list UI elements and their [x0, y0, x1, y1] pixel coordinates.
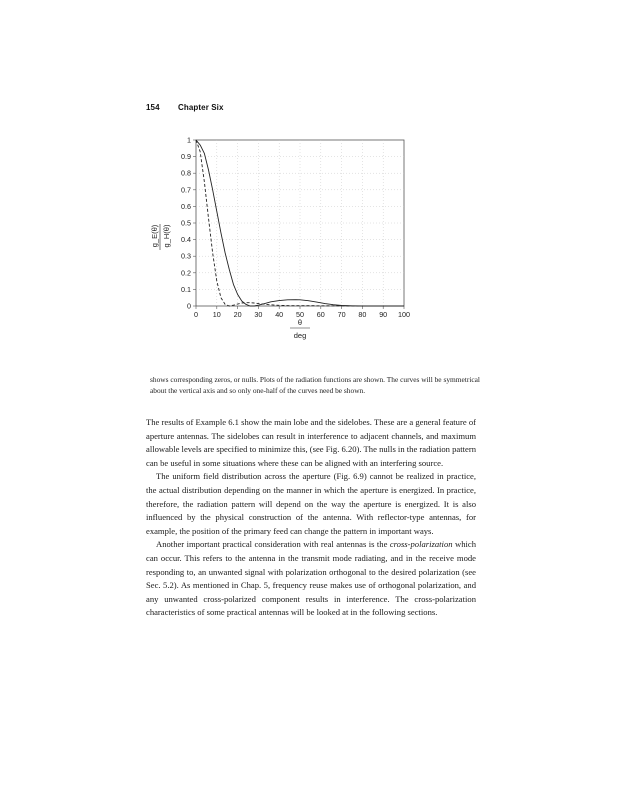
y-tick-label: 0.4	[181, 235, 191, 245]
running-header	[146, 103, 224, 112]
y-label-top: g_E(θ)	[150, 224, 159, 248]
y-tick-label: 0.7	[181, 185, 191, 195]
x-tick-label: 50	[296, 310, 304, 319]
page-number: 154	[146, 103, 160, 112]
x-label-bottom: deg	[293, 331, 307, 340]
y-tick-label: 0.8	[181, 168, 191, 178]
paragraph	[146, 538, 476, 620]
paragraph-text: Another important practical consideration with real antennas is the	[156, 539, 390, 550]
x-axis-label	[290, 318, 310, 340]
radiation-pattern-chart	[140, 128, 440, 348]
x-tick-label: 10	[212, 310, 221, 319]
x-tick-label: 20	[233, 310, 242, 319]
y-tick-label: 0.5	[181, 218, 191, 228]
figure-caption: shows corresponding zeros, or nulls. Plots of the radiation functions are shown. The curves will be symmetrical about the vertical axis and so only one-half of the curves need be shown.	[150, 375, 480, 395]
body-text	[146, 416, 476, 620]
chapter-title: Chapter Six	[177, 103, 224, 112]
y-tick-label: 0.1	[181, 284, 191, 294]
y-tick-label: 0.2	[181, 268, 191, 278]
x-tick-label: 80	[358, 310, 367, 319]
y-tick-label: 1	[187, 135, 191, 145]
y-tick-label: 0.6	[181, 201, 191, 211]
x-label-top: θ	[297, 318, 303, 327]
paragraph: The results of Example 6.1 show the main lobe and the sidelobes. These are a general feature of aperture antennas. The sidelobes can result in interference to adjacent channels, and maximum allowable levels are specified to minimize this, (see Fig. 6.20). The nulls in the radiation pattern can be useful in some situations where these can be aligned with an interfering source.	[146, 417, 476, 468]
y-axis-label	[150, 224, 171, 250]
x-tick-label: 60	[316, 310, 325, 319]
y-label-bottom: g_H(θ)	[162, 224, 171, 248]
paragraph-text: which can occur. This refers to the antenna in the transmit mode radiating, and in the receive mode responding to, an unwanted signal with polarization orthogonal to the desired polarization (see Sec. 5.2). As mentioned in Chap. 5, frequency reuse makes use of orthogonal polarization, and any unwanted cross-polarized component results in interference. The cross-polarization characteristics of some practical antennas will be looked at in the following sections.	[146, 539, 476, 618]
x-tick-label: 70	[337, 310, 346, 319]
y-tick-label: 0.9	[181, 152, 191, 162]
emphasis-term: cross-polarization	[389, 539, 453, 550]
x-tick-label: 40	[275, 310, 284, 319]
paragraph: The uniform field distribution across the aperture (Fig. 6.9) cannot be realized in practice, the actual distribution depending on the manner in which the aperture is energized. In practice, therefore, the radiation pattern will depend on the way the aperture is energized. It is also influenced by the physical construction of the antenna. With reflector-type antennas, for example, the position of the primary feed can change the pattern in important ways.	[146, 471, 476, 536]
radiation-pattern-figure	[140, 128, 440, 348]
y-tick-label: 0.3	[181, 251, 191, 261]
x-tick-label: 100	[398, 310, 410, 319]
x-tick-label: 90	[379, 310, 388, 319]
y-tick-label: 0	[187, 301, 191, 311]
x-tick-label: 30	[254, 310, 263, 319]
x-tick-label: 0	[194, 310, 198, 319]
